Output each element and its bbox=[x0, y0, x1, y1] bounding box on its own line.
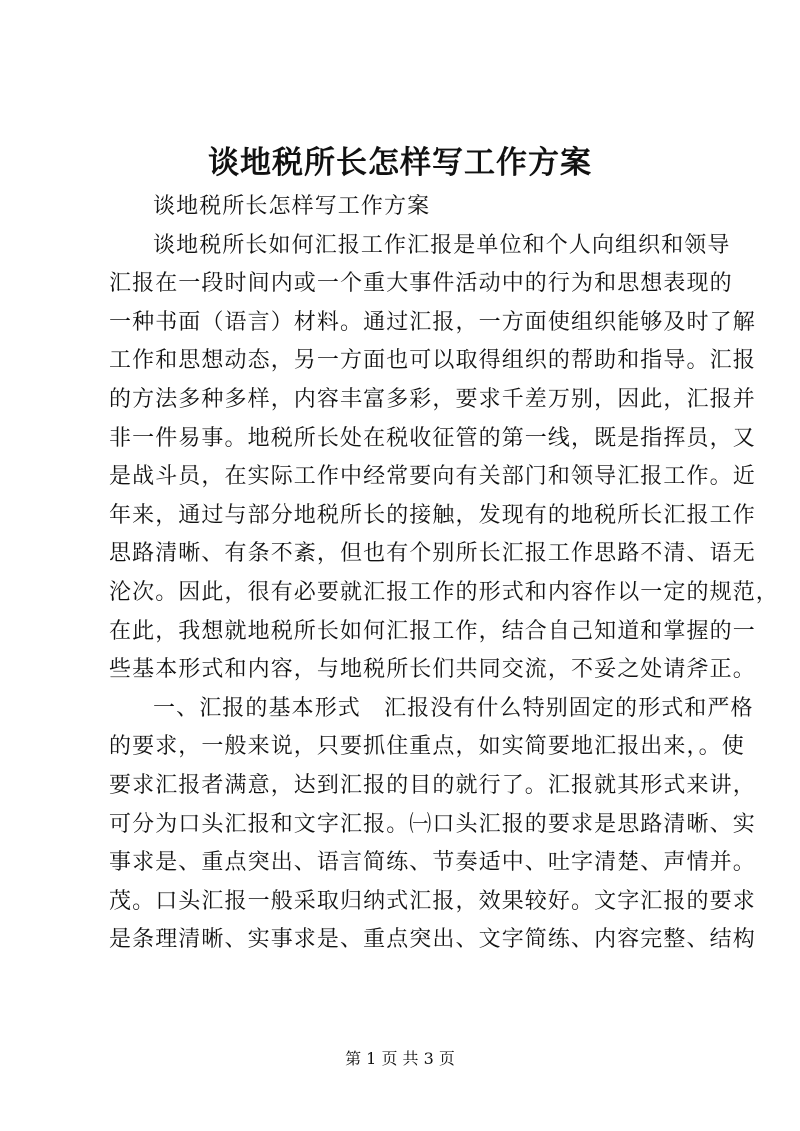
text-line: 是条理清晰、实事求是、重点突出、文字简练、内容完整、结构 bbox=[109, 927, 756, 953]
document-title: 谈地税所长怎样写工作方案 bbox=[208, 145, 592, 181]
text-line: 在此，我想就地税所长如何汇报工作，结合自己知道和掌握的一 bbox=[109, 618, 756, 644]
text-line: 年来，通过与部分地税所长的接触，发现有的地税所长汇报工作 bbox=[109, 502, 756, 528]
text-line: 工作和思想动态，另一方面也可以取得组织的帮助和指导。汇报 bbox=[109, 348, 756, 374]
text-line: 谈地税所长如何汇报工作汇报是单位和个人向组织和领导 bbox=[153, 232, 731, 258]
text-line: 非一件易事。地税所长处在税收征管的第一线，既是指挥员，又 bbox=[109, 425, 756, 451]
text-line: 要求汇报者满意，达到汇报的目的就行了。汇报就其形式来讲， bbox=[109, 772, 756, 798]
text-line: 的要求，一般来说，只要抓住重点，如实简要地汇报出来，。使 bbox=[109, 734, 745, 760]
text-line: 些基本形式和内容，与地税所长们共同交流，不妥之处请斧正。 bbox=[109, 657, 756, 683]
text-line: 谈地税所长怎样写工作方案 bbox=[153, 194, 431, 219]
text-line: 可分为口头汇报和文字汇报。㈠口头汇报的要求是思路清晰、实 bbox=[109, 811, 756, 837]
page-footer: 第 1 页 共 3 页 bbox=[345, 1049, 455, 1068]
document-body bbox=[109, 188, 779, 960]
text-line: 一种书面（语言）材料。通过汇报，一方面使组织能够及时了解 bbox=[109, 309, 756, 335]
text-line: 一、汇报的基本形式 汇报没有什么特别固定的形式和严格 bbox=[153, 695, 754, 721]
text-line: 的方法多种多样，内容丰富多彩，要求千差万别，因此，汇报并 bbox=[109, 386, 756, 412]
text-line: 是战斗员，在实际工作中经常要向有关部门和领导汇报工作。近 bbox=[109, 464, 756, 490]
text-line: 事求是、重点突出、语言简练、节奏适中、吐字清楚、声情并。 bbox=[109, 850, 756, 876]
text-line: 汇报在一段时间内或一个重大事件活动中的行为和思想表现的 bbox=[109, 271, 733, 297]
text-line: 茂。口头汇报一般采取归纳式汇报，效果较好。文字汇报的要求 bbox=[109, 888, 756, 914]
text-line: 思路清晰、有条不紊，但也有个别所长汇报工作思路不清、语无 bbox=[109, 541, 756, 567]
text-line: 沦次。因此，很有必要就汇报工作的形式和内容作以一定的规范， bbox=[109, 579, 779, 605]
